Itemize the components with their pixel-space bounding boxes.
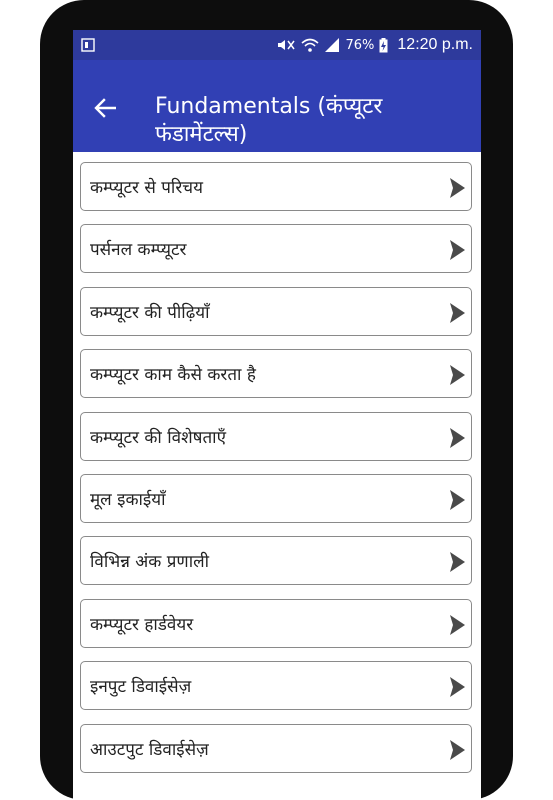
chevron-right-icon: [447, 675, 467, 699]
signal-icon: [324, 38, 340, 52]
list-item[interactable]: [80, 724, 472, 773]
back-button[interactable]: [87, 90, 123, 126]
list-item-label: पर्सनल कम्प्यूटर: [90, 240, 187, 261]
app-bar: [73, 60, 481, 152]
chevron-right-icon: [447, 613, 467, 637]
list-item[interactable]: [80, 474, 472, 523]
list-item-label: कम्प्यूटर की पीढ़ियाँ: [90, 302, 210, 323]
list-item[interactable]: [80, 661, 472, 710]
chevron-right-icon: [447, 488, 467, 512]
list-item-label: मूल इकाईयाँ: [90, 490, 166, 510]
list-item-label: कम्प्यूटर काम कैसे करता है: [90, 365, 256, 386]
status-bar: [73, 30, 481, 60]
chevron-right-icon: [447, 301, 467, 325]
list-item[interactable]: [80, 349, 472, 398]
battery-charging-icon: [379, 38, 388, 53]
arrow-back-icon: [94, 98, 116, 118]
clock: 12:20 p.m.: [397, 36, 473, 53]
list-item[interactable]: [80, 162, 472, 211]
list-item-label: आउटपुट डिवाईसेज़: [90, 739, 209, 760]
chevron-right-icon: [447, 363, 467, 387]
chevron-right-icon: [447, 238, 467, 262]
app-screen: [73, 30, 481, 800]
list-item-label: कम्प्यूटर हार्डवेयर: [90, 614, 194, 635]
chevron-right-icon: [447, 738, 467, 762]
chevron-right-icon: [447, 426, 467, 450]
list-item-label: कम्प्यूटर की विशेषताएँ: [90, 427, 226, 448]
list-item[interactable]: [80, 224, 472, 273]
app-notification-icon: [81, 38, 95, 52]
list-item[interactable]: [80, 599, 472, 648]
list-item-label: इनपुट डिवाईसेज़: [90, 677, 192, 698]
mute-icon: [276, 38, 296, 52]
list-item[interactable]: [80, 287, 472, 336]
battery-percent: 76%: [345, 37, 375, 53]
list-item[interactable]: [80, 412, 472, 461]
list-item-label: विभिन्न अंक प्रणाली: [90, 552, 210, 573]
list-item-label: कम्प्यूटर से परिचय: [90, 178, 203, 198]
wifi-icon: [301, 38, 319, 52]
chevron-right-icon: [447, 176, 467, 200]
page-title: Fundamentals (कंप्यूटर फंडामेंटल्स): [155, 94, 383, 147]
chevron-right-icon: [447, 550, 467, 574]
list-item[interactable]: [80, 536, 472, 585]
